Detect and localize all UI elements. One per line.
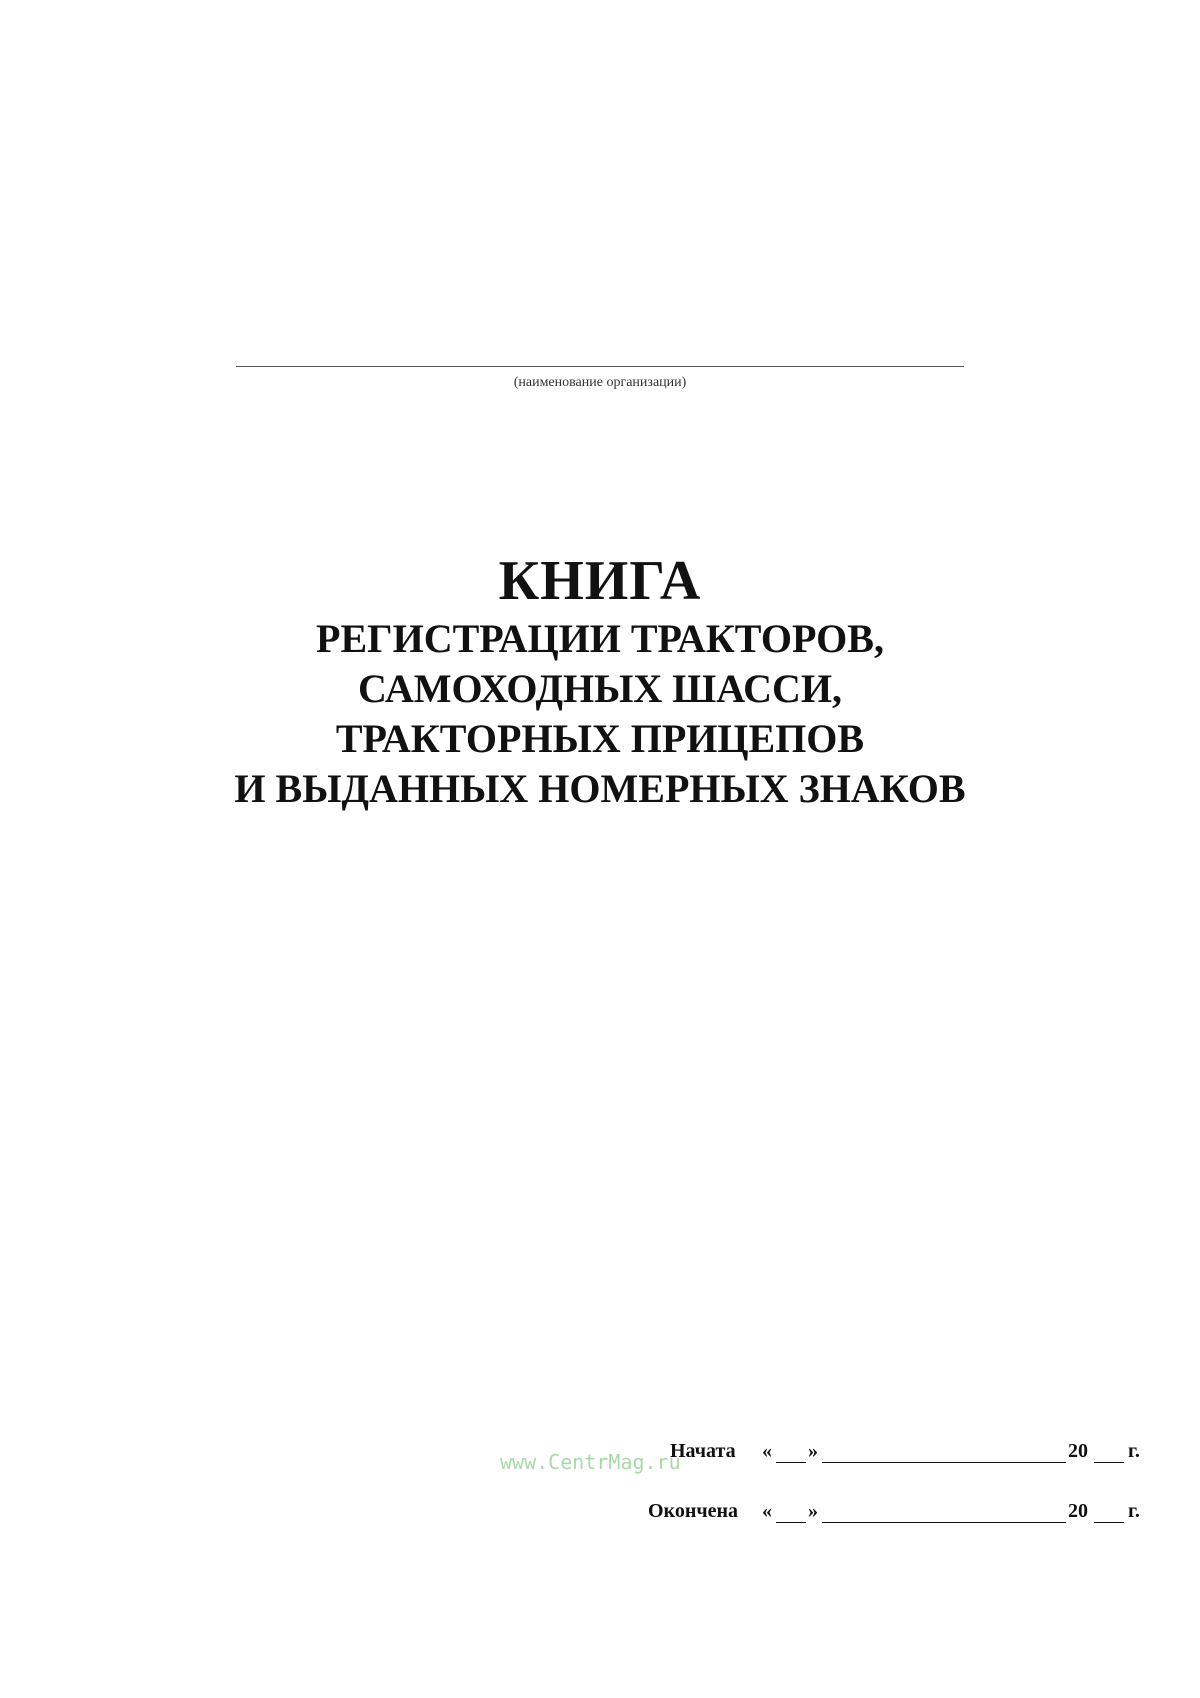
end-day-blank [776, 1522, 806, 1523]
end-date-label: Окончена [648, 1500, 739, 1522]
title-main: КНИГА [498, 550, 702, 612]
start-year-blank [1094, 1462, 1124, 1463]
end-month-blank [822, 1522, 1066, 1523]
end-year-prefix: 20 [1068, 1500, 1088, 1522]
end-year-blank [1094, 1522, 1124, 1523]
start-year-prefix: 20 [1068, 1440, 1088, 1462]
title-line-2: САМОХОДНЫХ ШАССИ, [357, 666, 842, 711]
title-block [150, 548, 1050, 814]
dates-block [500, 1440, 1140, 1560]
organization-name-line [236, 366, 964, 367]
start-day-open-quote: « [762, 1440, 772, 1462]
start-month-blank [822, 1462, 1066, 1463]
organization-caption: (наименование организации) [513, 375, 687, 390]
start-day-blank [776, 1462, 806, 1463]
end-day-open-quote: « [762, 1500, 772, 1522]
title-line-3: ТРАКТОРНЫХ ПРИЦЕПОВ [335, 716, 865, 761]
end-year-suffix: г. [1128, 1500, 1140, 1522]
start-date-label: Начата [670, 1440, 736, 1462]
start-date-row [500, 1440, 1140, 1472]
title-line-1: РЕГИСТРАЦИИ ТРАКТОРОВ, [316, 616, 884, 661]
end-day-close-quote: » [808, 1500, 818, 1522]
start-year-suffix: г. [1128, 1440, 1140, 1462]
end-date-row [500, 1500, 1140, 1532]
watermark: www.CentrMag.ru [500, 1450, 681, 1474]
title-line-4: И ВЫДАННЫХ НОМЕРНЫХ ЗНАКОВ [234, 766, 966, 811]
start-day-close-quote: » [808, 1440, 818, 1462]
